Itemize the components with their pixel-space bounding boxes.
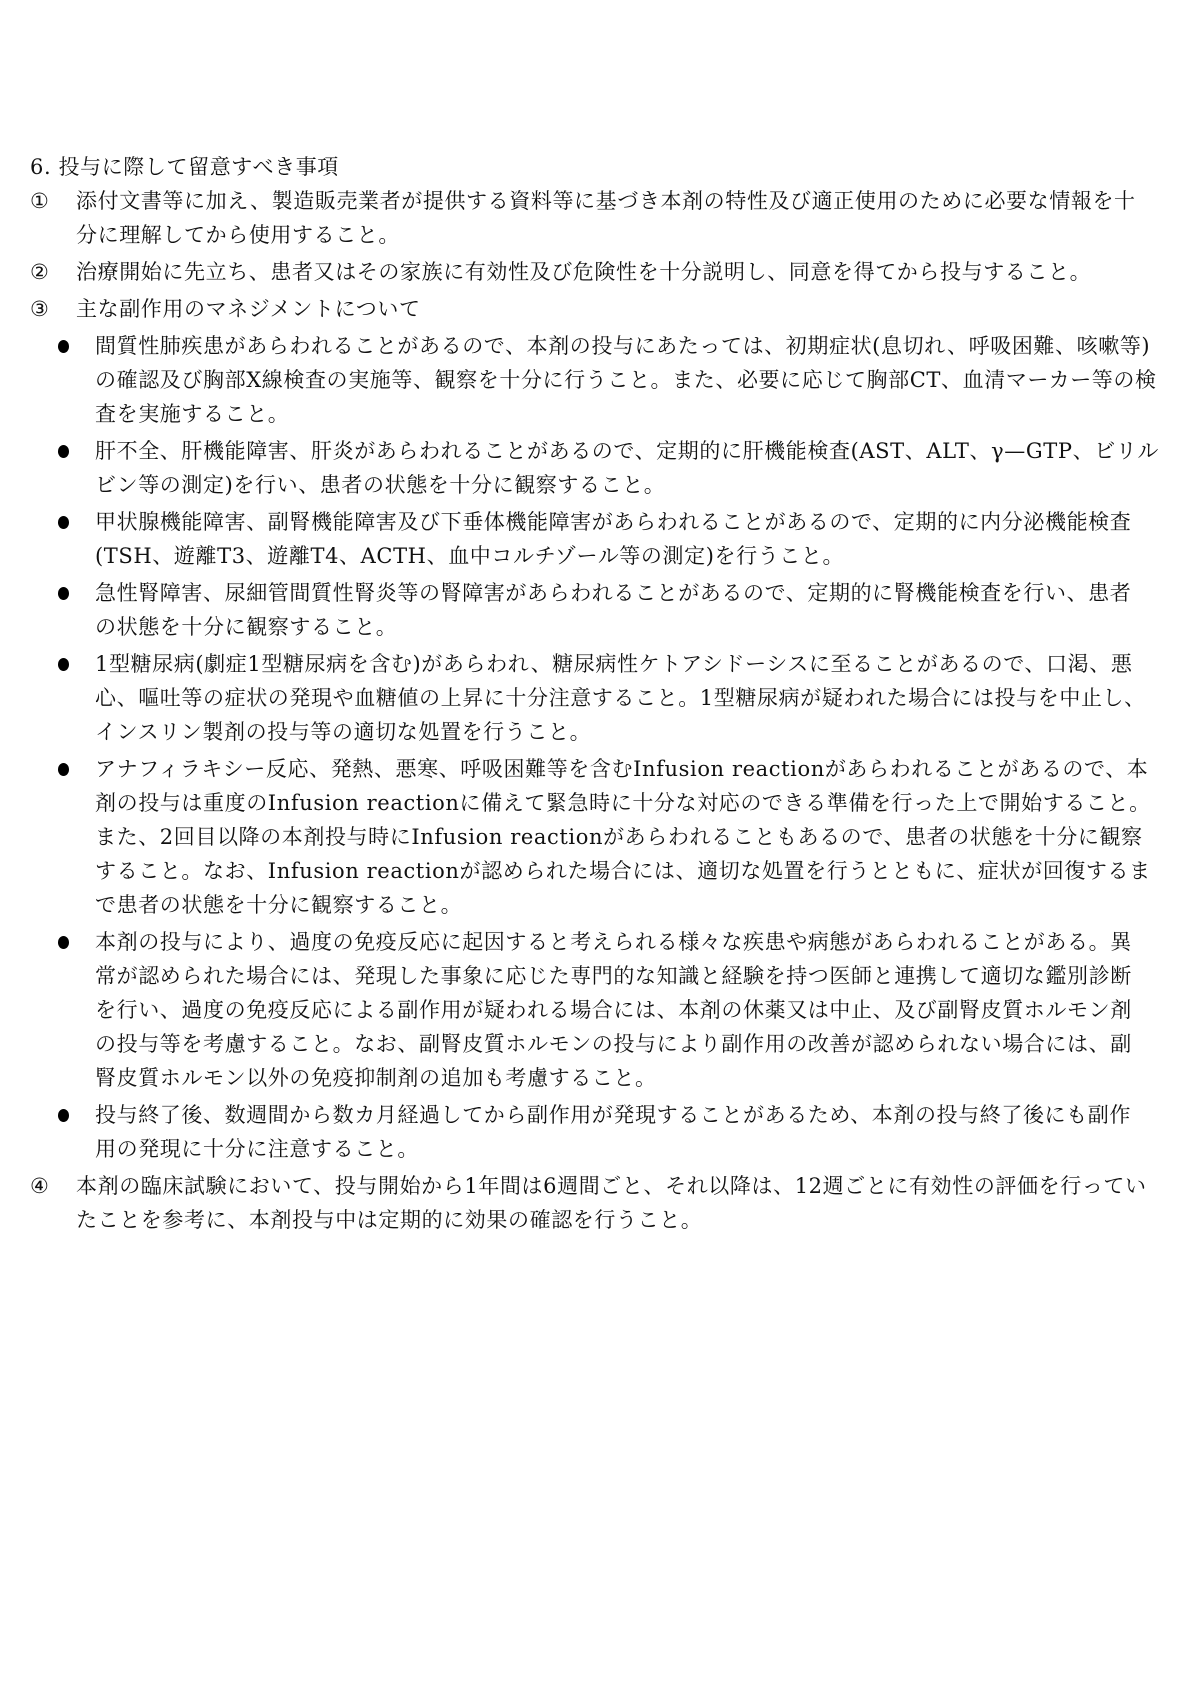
item-marker: ①: [30, 189, 49, 213]
bullet-text-line: の確認及び胸部X線検査の実施等、観察を十分に行うこと。また、必要に応じて胸部CT、血清マーカー等の検: [95, 368, 1157, 392]
item-text-line: 分に理解してから使用すること。: [76, 223, 400, 247]
item-marker: ③: [30, 297, 49, 321]
bullet-text-line: 間質性肺疾患があらわれることがあるので、本剤の投与にあたっては、初期症状(息切れ、呼吸困難、咳嗽等): [95, 334, 1151, 358]
bullet-text-line: を行い、過度の免疫反応による副作用が疑われる場合には、本剤の休薬又は中止、及び副腎皮質ホルモン剤: [95, 998, 1132, 1022]
bullet-text-line: アナフィラキシー反応、発熱、悪寒、呼吸困難等を含むInfusion reactionがあらわれることがあるので、本: [95, 757, 1149, 781]
item-marker: ②: [30, 260, 49, 284]
item-marker: ④: [30, 1174, 49, 1198]
item-text-line: 主な副作用のマネジメントについて: [76, 297, 421, 321]
bullet-text-line: 用の発現に十分に注意すること。: [95, 1137, 419, 1161]
bullet-icon: [58, 1109, 69, 1122]
bullet-icon: [58, 340, 69, 353]
bullet-text-line: の状態を十分に観察すること。: [95, 615, 398, 639]
bullet-text-line: ビン等の測定)を行い、患者の状態を十分に観察すること。: [95, 473, 666, 497]
bullet-icon: [58, 587, 69, 600]
bullet-text-line: の投与等を考慮すること。なお、副腎皮質ホルモンの投与により副作用の改善が認められない場合には、副: [95, 1032, 1132, 1056]
bullet-text-line: 肝不全、肝機能障害、肝炎があらわれることがあるので、定期的に肝機能検査(AST、ALT、γ—GTP、ビリル: [95, 439, 1159, 463]
bullet-text-line: 急性腎障害、尿細管間質性腎炎等の腎障害があらわれることがあるので、定期的に腎機能検査を行い、患者: [95, 581, 1132, 605]
bullet-text-line: 剤の投与は重度のInfusion reactionに備えて緊急時に十分な対応のできる準備を行った上で開始すること。: [95, 791, 1151, 815]
bullet-icon: [58, 658, 69, 671]
item-text-line: たことを参考に、本剤投与中は定期的に効果の確認を行うこと。: [76, 1208, 703, 1232]
bullet-text-line: 本剤の投与により、過度の免疫反応に起因すると考えられる様々な疾患や病態があらわれることがある。異: [95, 930, 1132, 954]
bullet-text-line: 査を実施すること。: [95, 402, 290, 426]
item-text-line: 治療開始に先立ち、患者又はその家族に有効性及び危険性を十分説明し、同意を得てから投与すること。: [76, 260, 1092, 284]
bullet-icon: [58, 763, 69, 776]
bullet-text-line: 心、嘔吐等の症状の発現や血糖値の上昇に十分注意すること。1型糖尿病が疑われた場合には投与を中止し、: [95, 686, 1146, 710]
bullet-icon: [58, 936, 69, 949]
bullet-text-line: 腎皮質ホルモン以外の免疫抑制剤の追加も考慮すること。: [95, 1066, 657, 1090]
section-heading: 6. 投与に際して留意すべき事項: [30, 155, 339, 179]
item-text-line: 本剤の臨床試験において、投与開始から1年間は6週間ごと、それ以降は、12週ごとに有効性の評価を行ってい: [76, 1174, 1147, 1198]
bullet-text-line: (TSH、遊離T3、遊離T4、ACTH、血中コルチゾール等の測定)を行うこと。: [95, 544, 845, 568]
bullet-text-line: 常が認められた場合には、発現した事象に応じた専門的な知識と経験を持つ医師と連携して適切な鑑別診断: [95, 964, 1132, 988]
bullet-text-line: すること。なお、Infusion reactionが認められた場合には、適切な処置を行うとともに、症状が回復するま: [95, 859, 1151, 883]
bullet-text-line: インスリン製剤の投与等の適切な処置を行うこと。: [95, 720, 592, 744]
item-text-line: 添付文書等に加え、製造販売業者が提供する資料等に基づき本剤の特性及び適正使用のために必要な情報を十: [76, 189, 1136, 213]
bullet-icon: [58, 516, 69, 529]
bullet-text-line: 投与終了後、数週間から数カ月経過してから副作用が発現することがあるため、本剤の投与終了後にも副作: [95, 1103, 1131, 1127]
bullet-icon: [58, 445, 69, 458]
bullet-text-line: で患者の状態を十分に観察すること。: [95, 893, 463, 917]
bullet-text-line: また、2回目以降の本剤投与時にInfusion reactionがあらわれることもあるので、患者の状態を十分に観察: [95, 825, 1143, 849]
bullet-text-line: 甲状腺機能障害、副腎機能障害及び下垂体機能障害があらわれることがあるので、定期的に内分泌機能検査: [95, 510, 1132, 534]
bullet-text-line: 1型糖尿病(劇症1型糖尿病を含む)があらわれ、糖尿病性ケトアシドーシスに至ることがあるので、口渇、悪: [95, 652, 1133, 676]
